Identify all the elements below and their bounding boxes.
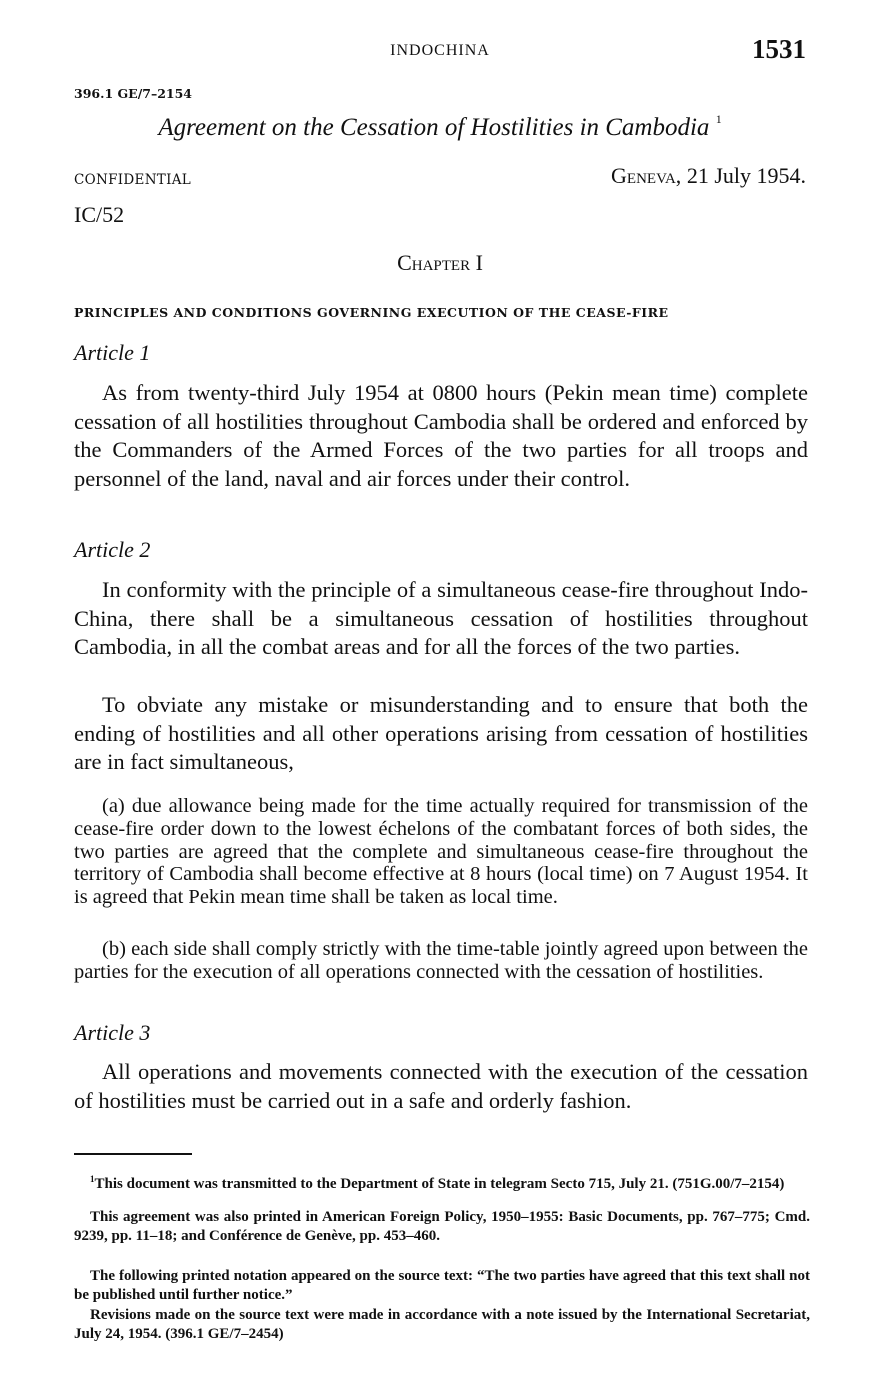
title-footnote-marker: 1 [715,112,722,126]
running-title: INDOCHINA [390,42,490,59]
document-title-text: Agreement on the Cessation of Hostilities in Cambodia [158,114,710,141]
article-2-heading: Article 2 [74,537,151,562]
article-1-paragraph: As from twenty-third July 1954 at 0800 hours (Pekin mean time) complete cessation of all hostilities throughout Cambodia shall be ordered and enforced by the Commanders of the Armed Forces of the two parties for all troops and personnel of the land, naval and air forces under their control. [74,380,808,491]
article-3-heading: Article 3 [74,1020,151,1045]
document-code: IC/52 [74,202,125,227]
article-2-paragraph-2: To obviate any mistake or misunderstanding and to ensure that both the ending of hostilities and all other operations arising from cessation of hostilities are in fact simultaneous, [74,692,808,774]
footnote-3: The following printed notation appeared on the source text: “The two parties have agreed that this text shall not be published until further notice.” [74,1268,810,1303]
article-2-subparagraph-a: (a) due allowance being made for the time actually required for transmission of the cease-fire order down to the lowest échelons of the combatant forces of both sides, the two parties are agreed that the complete and simultaneous cease-fire throughout the territory of Cambodia shall become effective at 8 hours (local time) on 7 August 1954. It is agreed that Pekin mean time shall be taken as local time. [74,795,808,909]
dateline [611,163,806,189]
article-2-paragraph-1: In conformity with the principle of a simultaneous cease-fire throughout Indo-China, there shall be a simultaneous cessation of hostilities throughout Cambodia, in all the combat areas and for all the forces of the two parties. [74,577,808,659]
file-reference: 396.1 GE/7–2154 [74,86,192,101]
dateline-date: 21 July 1954. [686,163,806,188]
document-title [74,114,806,142]
footnote-1 [74,1170,810,1194]
article-1-heading: Article 1 [74,340,151,365]
footnote-1-text: This document was transmitted to the Department of State in telegram Secto 715, July 21. (751G.00/7–2154) [94,1176,785,1192]
running-head [74,34,806,68]
classification-label: CONFIDENTIAL [74,172,192,188]
page-number: 1531 [752,34,806,64]
footnote-rule [74,1153,192,1155]
dateline-place: Geneva, [611,163,682,188]
chapter-heading: PRINCIPLES AND CONDITIONS GOVERNING EXECUTION OF THE CEASE-FIRE [74,305,669,320]
footnote-4: Revisions made on the source text were made in accordance with a note issued by the International Secretariat, July 24, 1954. (396.1 GE/7–2454) [74,1307,810,1342]
footnote-marker: 1 [90,1174,95,1184]
chapter-title: Chapter I [397,250,483,275]
article-2-subparagraph-b: (b) each side shall comply strictly with the time-table jointly agreed upon between the parties for the execution of all operations connected with the cessation of hostilities. [74,938,808,983]
article-3-paragraph: All operations and movements connected with the execution of the cessation of hostilities must be carried out in a safe and orderly fashion. [74,1059,808,1113]
footnote-2: This agreement was also printed in American Foreign Policy, 1950–1955: Basic Documents, pp. 767–775; Cmd. 9239, pp. 11–18; and Conférence de Genève, pp. 453–460. [74,1209,810,1244]
